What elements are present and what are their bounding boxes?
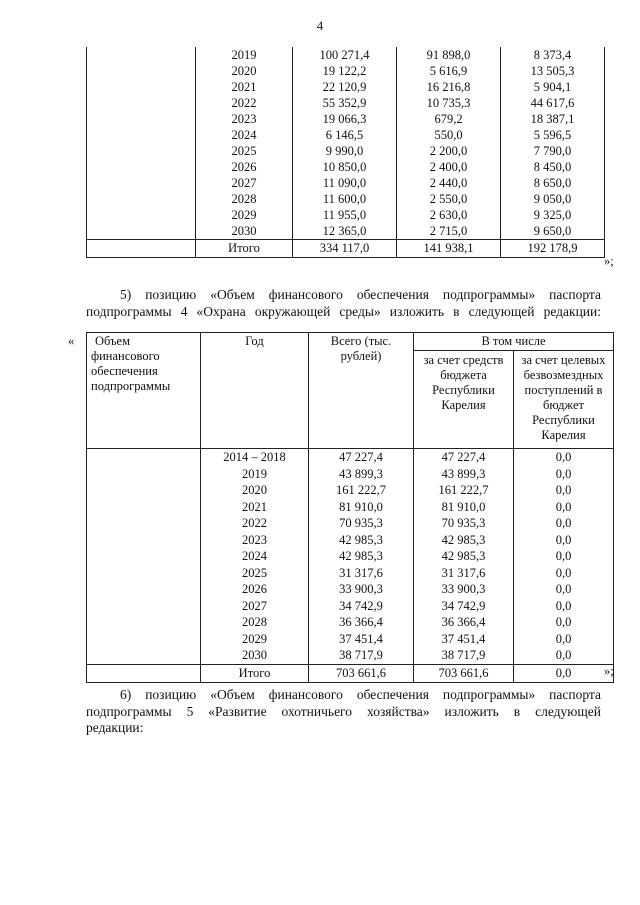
- cell-budget: 679,2: [397, 111, 501, 127]
- cell-targeted: 8 373,4: [501, 47, 605, 63]
- cell-total: 43 899,3: [309, 466, 414, 483]
- cell-budget: 42 985,3: [414, 532, 514, 549]
- cell-budget: 10 735,3: [397, 95, 501, 111]
- cell-year: 2030: [196, 223, 293, 240]
- cell-year: 2020: [201, 482, 309, 499]
- cell-year: 2026: [196, 159, 293, 175]
- cell-targeted: 0,0: [514, 565, 614, 582]
- cell-total: 19 122,2: [293, 63, 397, 79]
- cell-year: 2020: [196, 63, 293, 79]
- cell-budget: 31 317,6: [414, 565, 514, 582]
- table-row: [87, 47, 605, 63]
- table2-opening-mark: «: [68, 334, 75, 348]
- cell-total: 11 600,0: [293, 191, 397, 207]
- cell-year: 2024: [196, 127, 293, 143]
- paragraph-item-6: [86, 687, 601, 737]
- cell-total: 6 146,5: [293, 127, 397, 143]
- cell-year: 2030: [201, 647, 309, 664]
- cell-targeted: 0,0: [514, 598, 614, 615]
- cell-budget: 81 910,0: [414, 499, 514, 516]
- cell-budget: 47 227,4: [414, 449, 514, 466]
- total-row: [87, 664, 614, 682]
- cell-budget: 2 400,0: [397, 159, 501, 175]
- cell-total: 36 366,4: [309, 614, 414, 631]
- column-header-budget: за счет средств бюджета Республики Карелия: [414, 351, 514, 449]
- cell-year: 2028: [201, 614, 309, 631]
- cell-targeted: 0,0: [514, 614, 614, 631]
- cell-budget: 2 550,0: [397, 191, 501, 207]
- cell-targeted: 0,0: [514, 466, 614, 483]
- cell-budget: 34 742,9: [414, 598, 514, 615]
- cell-year: 2029: [196, 207, 293, 223]
- cell-year: 2019: [201, 466, 309, 483]
- cell-budget: 33 900,3: [414, 581, 514, 598]
- cell-total: 81 910,0: [309, 499, 414, 516]
- cell-total: 11 090,0: [293, 175, 397, 191]
- cell-year: 2014 – 2018: [201, 449, 309, 466]
- cell-budget: 703 661,6: [414, 664, 514, 682]
- cell-year: 2021: [196, 79, 293, 95]
- cell-total-label: Итого: [201, 664, 309, 682]
- cell-budget: 91 898,0: [397, 47, 501, 63]
- cell-total: 33 900,3: [309, 581, 414, 598]
- cell-total: 19 066,3: [293, 111, 397, 127]
- cell-targeted: 8 650,0: [501, 175, 605, 191]
- cell-targeted: 13 505,3: [501, 63, 605, 79]
- cell-year: 2025: [196, 143, 293, 159]
- cell-year: 2027: [201, 598, 309, 615]
- cell-budget: 16 216,8: [397, 79, 501, 95]
- cell-targeted: 18 387,1: [501, 111, 605, 127]
- cell-year: 2024: [201, 548, 309, 565]
- cell-total: 703 661,6: [309, 664, 414, 682]
- cell-targeted: 0,0: [514, 647, 614, 664]
- cell-total: 161 222,7: [309, 482, 414, 499]
- column-header-year: Год: [201, 333, 309, 449]
- cell-budget: 141 938,1: [397, 240, 501, 258]
- cell-total: 11 955,0: [293, 207, 397, 223]
- paragraph-line: подпрограммы 4 «Охрана окружающей среды» изложить в следующей редакции:: [86, 303, 601, 319]
- cell-budget: 2 440,0: [397, 175, 501, 191]
- cell-total: 12 365,0: [293, 223, 397, 240]
- cell-budget: 42 985,3: [414, 548, 514, 565]
- cell-targeted: 0,0: [514, 532, 614, 549]
- cell-targeted: 8 450,0: [501, 159, 605, 175]
- cell-year: 2021: [201, 499, 309, 516]
- cell-total: 31 317,6: [309, 565, 414, 582]
- cell-targeted: 5 904,1: [501, 79, 605, 95]
- paragraph-item-5: [86, 287, 601, 320]
- cell-targeted: 0,0: [514, 548, 614, 565]
- cell-targeted: 0,0: [514, 499, 614, 516]
- cell-total: 10 850,0: [293, 159, 397, 175]
- cell-total: 55 352,9: [293, 95, 397, 111]
- cell-targeted: 9 650,0: [501, 223, 605, 240]
- cell-year: 2023: [196, 111, 293, 127]
- empty-label-cell: [87, 449, 201, 665]
- cell-total: 334 117,0: [293, 240, 397, 258]
- empty-label-cell: [87, 664, 201, 682]
- cell-year: 2022: [201, 515, 309, 532]
- cell-targeted: 0,0: [514, 631, 614, 648]
- cell-budget: 2 630,0: [397, 207, 501, 223]
- cell-targeted: 5 596,5: [501, 127, 605, 143]
- cell-budget: 36 366,4: [414, 614, 514, 631]
- financing-table-continued: [86, 47, 605, 258]
- cell-budget: 38 717,9: [414, 647, 514, 664]
- cell-total: 38 717,9: [309, 647, 414, 664]
- cell-total: 42 985,3: [309, 548, 414, 565]
- cell-total: 42 985,3: [309, 532, 414, 549]
- cell-year: 2029: [201, 631, 309, 648]
- column-header-total: Всего (тыс. рублей): [309, 333, 414, 449]
- cell-total: 37 451,4: [309, 631, 414, 648]
- cell-targeted: 9 050,0: [501, 191, 605, 207]
- table2-closing-mark: »;: [604, 664, 614, 678]
- cell-budget: 70 935,3: [414, 515, 514, 532]
- cell-year: 2025: [201, 565, 309, 582]
- cell-total: 22 120,9: [293, 79, 397, 95]
- paragraph-line: подпрограммы 5 «Развитие охотничьего хозяйства» изложить в следующей: [86, 703, 601, 719]
- table-row: [87, 449, 614, 466]
- cell-targeted: 0,0: [514, 515, 614, 532]
- paragraph-line: 6) позицию «Объем финансового обеспечения подпрограммы» паспорта: [120, 687, 601, 702]
- cell-budget: 550,0: [397, 127, 501, 143]
- cell-total-label: Итого: [196, 240, 293, 258]
- column-header-targeted: за счет целевых безвозмездных поступлений в бюджет Республики Карелия: [514, 351, 614, 449]
- cell-targeted: 0,0: [514, 449, 614, 466]
- cell-year: 2027: [196, 175, 293, 191]
- cell-budget: 37 451,4: [414, 631, 514, 648]
- page-number: 4: [316, 18, 324, 33]
- table1-closing-mark: »;: [604, 254, 614, 268]
- cell-budget: 2 715,0: [397, 223, 501, 240]
- cell-targeted: 7 790,0: [501, 143, 605, 159]
- cell-total: 47 227,4: [309, 449, 414, 466]
- row-header-label: Объем финансового обеспечения подпрограммы: [87, 333, 201, 449]
- cell-targeted: 0,0: [514, 664, 614, 682]
- empty-label-cell: [87, 47, 196, 240]
- cell-targeted: 0,0: [514, 581, 614, 598]
- cell-total: 9 990,0: [293, 143, 397, 159]
- cell-total: 34 742,9: [309, 598, 414, 615]
- cell-total: 70 935,3: [309, 515, 414, 532]
- cell-budget: 5 616,9: [397, 63, 501, 79]
- paragraph-line: редакции:: [86, 720, 144, 735]
- column-header-including: В том числе: [414, 333, 614, 351]
- paragraph-line: 5) позицию «Объем финансового обеспечения подпрограммы» паспорта: [120, 287, 601, 302]
- cell-targeted: 9 325,0: [501, 207, 605, 223]
- cell-targeted: 0,0: [514, 482, 614, 499]
- cell-year: 2022: [196, 95, 293, 111]
- financing-table-subprogram-4: [86, 332, 614, 683]
- cell-targeted: 192 178,9: [501, 240, 605, 258]
- cell-year: 2023: [201, 532, 309, 549]
- cell-total: 100 271,4: [293, 47, 397, 63]
- cell-budget: 2 200,0: [397, 143, 501, 159]
- cell-budget: 161 222,7: [414, 482, 514, 499]
- total-row: [87, 240, 605, 258]
- cell-year: 2019: [196, 47, 293, 63]
- cell-budget: 43 899,3: [414, 466, 514, 483]
- cell-targeted: 44 617,6: [501, 95, 605, 111]
- cell-year: 2028: [196, 191, 293, 207]
- cell-year: 2026: [201, 581, 309, 598]
- empty-label-cell: [87, 240, 196, 258]
